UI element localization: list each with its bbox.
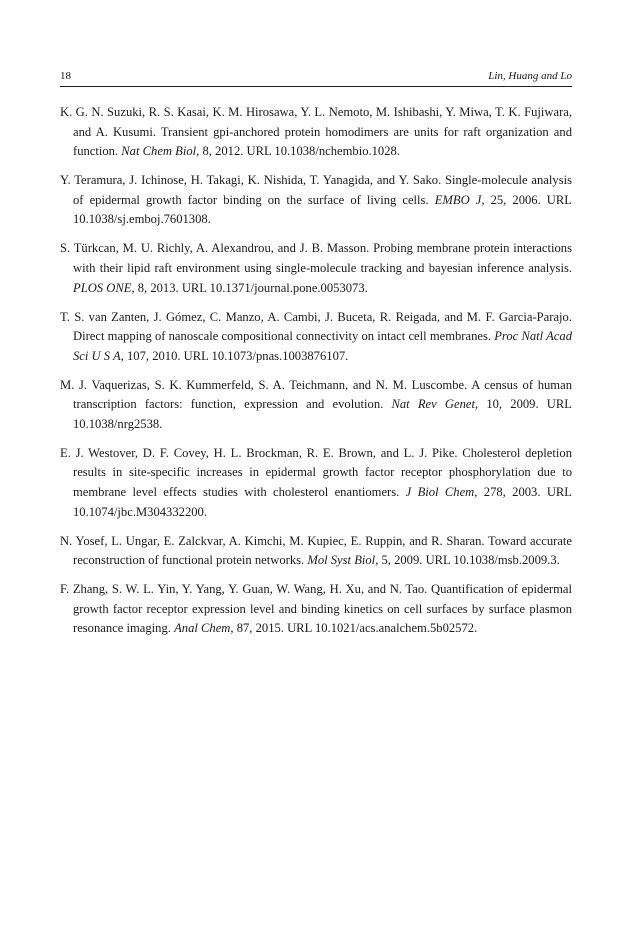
reference-authors-title: E. J. Westover, D. F. Covey, H. L. Brockman, R. E. Brown, and L. J. Pike. Cholesterol depletion results in site-specific increases in epidermal growth factor receptor phosphorylation due to membrane level effects studies with cholesterol enantiomers. bbox=[60, 445, 572, 500]
reference-journal: Nat Chem Biol bbox=[121, 144, 197, 159]
reference-item bbox=[60, 171, 572, 230]
reference-journal: Anal Chem bbox=[174, 621, 231, 636]
reference-authors-title: N. Yosef, L. Ungar, E. Zalckvar, A. Kimchi, M. Kupiec, E. Ruppin, and R. Sharan. Toward accurate reconstruction of functional protein networks. bbox=[60, 533, 572, 568]
reference-journal: PLOS ONE bbox=[73, 280, 132, 295]
reference-details: , 107, 2010. URL 10.1073/pnas.1003876107. bbox=[120, 348, 349, 363]
reference-item bbox=[60, 376, 572, 435]
reference-authors-title: Y. Teramura, J. Ichinose, H. Takagi, K. Nishida, T. Yanagida, and Y. Sako. Single-molecule analysis of epidermal growth factor binding on the surface of living cells. bbox=[60, 173, 572, 207]
reference-list bbox=[60, 103, 572, 648]
reference-item bbox=[60, 103, 572, 162]
reference-authors-title: S. Türkcan, M. U. Richly, A. Alexandrou, and J. B. Masson. Probing membrane protein interactions with their lipid raft environment using single-molecule tracking and bayesian inference analysis. bbox=[60, 241, 572, 275]
reference-details: , 25, 2006. URL 10.1038/sj.emboj.7601308. bbox=[73, 192, 572, 227]
reference-item bbox=[60, 239, 572, 298]
reference-authors-title: T. S. van Zanten, J. Gómez, C. Manzo, A. Cambi, J. Buceta, R. Reigada, and M. F. Garcia-Parajo. Direct mapping of nanoscale compositional connectivity on intact cell membranes. bbox=[60, 309, 572, 344]
reference-journal: EMBO J bbox=[434, 192, 482, 207]
reference-journal: Mol Syst Biol bbox=[307, 553, 376, 568]
reference-details: , 278, 2003. URL 10.1074/jbc.M304332200. bbox=[73, 485, 572, 519]
reference-authors-title: M. J. Vaquerizas, S. K. Kummerfeld, S. A. Teichmann, and N. M. Luscombe. A census of human transcription factors: function, expression and evolution. bbox=[60, 377, 572, 412]
running-head: Lin, Huang and Lo bbox=[488, 70, 572, 82]
reference-details: , 87, 2015. URL 10.1021/acs.analchem.5b02572. bbox=[230, 621, 478, 636]
reference-item bbox=[60, 580, 572, 639]
reference-authors-title: K. G. N. Suzuki, R. S. Kasai, K. M. Hirosawa, Y. L. Nemoto, M. Ishibashi, Y. Miwa, T. K. Fujiwara, and A. Kusumi. Transient gpi-anchored protein homodimers are units for raft organization and function. bbox=[60, 105, 572, 159]
reference-item bbox=[60, 308, 572, 367]
reference-details: , 5, 2009. URL 10.1038/msb.2009.3. bbox=[375, 553, 560, 568]
reference-item bbox=[60, 532, 572, 571]
reference-details: , 10, 2009. URL 10.1038/nrg2538. bbox=[73, 397, 572, 431]
reference-journal: J Biol Chem bbox=[405, 485, 475, 500]
page-header bbox=[60, 66, 572, 87]
reference-details: , 8, 2013. URL 10.1371/journal.pone.0053073. bbox=[131, 280, 368, 295]
reference-details: , 8, 2012. URL 10.1038/nchembio.1028. bbox=[196, 144, 400, 159]
page-number: 18 bbox=[60, 70, 71, 82]
reference-authors-title: F. Zhang, S. W. L. Yin, Y. Yang, Y. Guan, W. Wang, H. Xu, and N. Tao. Quantification of epidermal growth factor receptor expression level and binding kinetics on cell surfaces by surface plasmon resonance imaging. bbox=[60, 582, 572, 636]
reference-item bbox=[60, 444, 572, 522]
reference-journal: Nat Rev Genet bbox=[391, 397, 475, 412]
reference-journal: Proc Natl Acad Sci U S A bbox=[73, 329, 572, 363]
